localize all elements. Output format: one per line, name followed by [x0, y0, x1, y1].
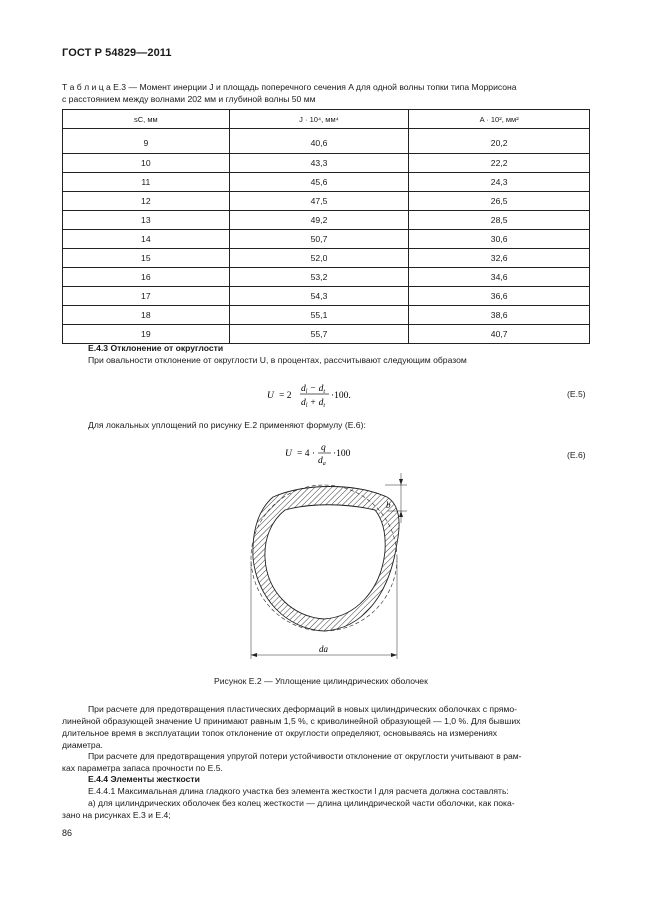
table-cell: 38,6 [409, 306, 590, 325]
table-cell: 9 [63, 129, 230, 154]
list-item-a-line1: а) для цилиндрических оболочек без колец жесткости — длина цилиндрической части оболочки, как пока- [88, 798, 515, 808]
formula-e6-numerator: q [321, 443, 326, 453]
paragraph-plastic-line1: При расчете для предотвращения пластических деформаций в новых цилиндрических оболочках с прямо- [88, 704, 517, 714]
section-title-e44: Е.4.4 Элементы жесткости [88, 774, 200, 784]
table-row [63, 306, 590, 325]
table-row [63, 129, 590, 154]
table-cell: 14 [63, 230, 230, 249]
shell-wall-section [253, 487, 399, 632]
page-number: 86 [62, 828, 73, 838]
table-cell: 10 [63, 154, 230, 173]
table-cell: 18 [63, 306, 230, 325]
table-cell: 26,5 [409, 192, 590, 211]
table-cell: 52,0 [229, 249, 409, 268]
table-body [63, 129, 590, 344]
table-cell: 55,7 [229, 325, 409, 344]
paragraph-local-flattening: Для локальных уплощений по рисунку Е.2 применяют формулу (Е.6): [88, 420, 366, 430]
table-cell: 50,7 [229, 230, 409, 249]
label-da: da [319, 644, 328, 654]
table-row [63, 192, 590, 211]
formula-e5-numerator: $d_l - d_t$ [301, 384, 326, 395]
table-cell: 11 [63, 173, 230, 192]
label-b: b [386, 500, 391, 510]
table-row [63, 268, 590, 287]
column-header-sc-label: sC, мм [134, 114, 158, 124]
table-cell: 22,2 [409, 154, 590, 173]
formula-e5-denominator: $d_l + d_t$ [301, 398, 326, 409]
table-cell: 40,6 [229, 129, 409, 154]
equation-label-e5: (Е.5) [567, 389, 586, 399]
paragraph-elastic-line1: При расчете для предотвращения упругой потери устойчивости отклонение от округлости учитывают в рам- [88, 751, 522, 761]
table-cell: 47,5 [229, 192, 409, 211]
formula-e6-lhs: U [285, 449, 292, 459]
table-cell: 36,6 [409, 287, 590, 306]
table-cell: 12 [63, 192, 230, 211]
column-header-a-label: A · 10², мм² [479, 114, 519, 124]
formula-e6-denominator: $d_a$ [318, 456, 326, 467]
table-cell: 28,5 [409, 211, 590, 230]
formula-e6-tail: ·100 [333, 449, 351, 459]
table-cell: 20,2 [409, 129, 590, 154]
paragraph-ovality: При овальности отклонение от округлости U, в процентах, рассчитывают следующим образом [88, 355, 467, 365]
table-row [63, 154, 590, 173]
paragraph-plastic-line3: длительное время в эксплуатации топок отклонение от округлости определяют, основываясь на измерениях [62, 728, 498, 738]
table-cell: 34,6 [409, 268, 590, 287]
table-cell: 24,3 [409, 173, 590, 192]
table-cell: 55,1 [229, 306, 409, 325]
formula-e5-lhs: U [267, 391, 274, 401]
equation-label-e6: (Е.6) [567, 450, 586, 460]
table-cell: 30,6 [409, 230, 590, 249]
paragraph-plastic-line4: диаметра. [62, 740, 103, 750]
table-row [63, 230, 590, 249]
table-cell: 43,3 [229, 154, 409, 173]
table-cell: 49,2 [229, 211, 409, 230]
inertia-table [62, 109, 590, 344]
paragraph-plastic-line2: линейной образующей значение U принимают равным 1,5 %, с криволинейной образующей — 1,0 %. Для бывших [62, 716, 521, 726]
table-cell: 45,6 [229, 173, 409, 192]
paragraph-elastic-line2: ках параметра запаса прочности по Е.5. [62, 763, 223, 773]
formula-e5 [265, 380, 375, 410]
paragraph-e441: Е.4.4.1 Максимальная длина гладкого участка без элемента жесткости l для расчета должна составлять: [88, 786, 509, 796]
table-cell: 40,7 [409, 325, 590, 344]
table-row [63, 173, 590, 192]
document-header: ГОСТ Р 54829—2011 [62, 47, 172, 59]
table-row [63, 249, 590, 268]
table-header-row [63, 110, 590, 129]
table-cell: 54,3 [229, 287, 409, 306]
figure-caption: Рисунок Е.2 — Уплощение цилиндрических оболочек [214, 676, 428, 686]
table-cell: 19 [63, 325, 230, 344]
column-header-j [229, 110, 409, 129]
table-cell: 32,6 [409, 249, 590, 268]
formula-e6-eq: = 4 · [297, 449, 316, 459]
table-row [63, 211, 590, 230]
list-item-a-line2: зано на рисунках Е.3 и Е.4; [62, 810, 171, 820]
formula-e5-tail: ·100. [331, 391, 351, 401]
figure-flattening-diagram [235, 465, 415, 665]
table-cell: 13 [63, 211, 230, 230]
table-cell: 17 [63, 287, 230, 306]
column-header-a [409, 110, 590, 129]
table-caption-line1: Т а б л и ц а Е.3 — Момент инерции J и площадь поперечного сечения A для одной волны топки типа Моррисона [62, 82, 517, 92]
column-header-j-label: J · 10⁴, мм⁴ [299, 114, 339, 124]
formula-e5-eq: = 2 [279, 391, 292, 401]
table-caption-line2: с расстоянием между волнами 202 мм и глубиной волны 50 мм [62, 94, 316, 104]
section-title-e43: Е.4.3 Отклонение от округлости [88, 343, 224, 353]
table-cell: 53,2 [229, 268, 409, 287]
table-cell: 16 [63, 268, 230, 287]
column-header-sc [63, 110, 230, 129]
table-row [63, 287, 590, 306]
table-row [63, 325, 590, 344]
table-cell: 15 [63, 249, 230, 268]
